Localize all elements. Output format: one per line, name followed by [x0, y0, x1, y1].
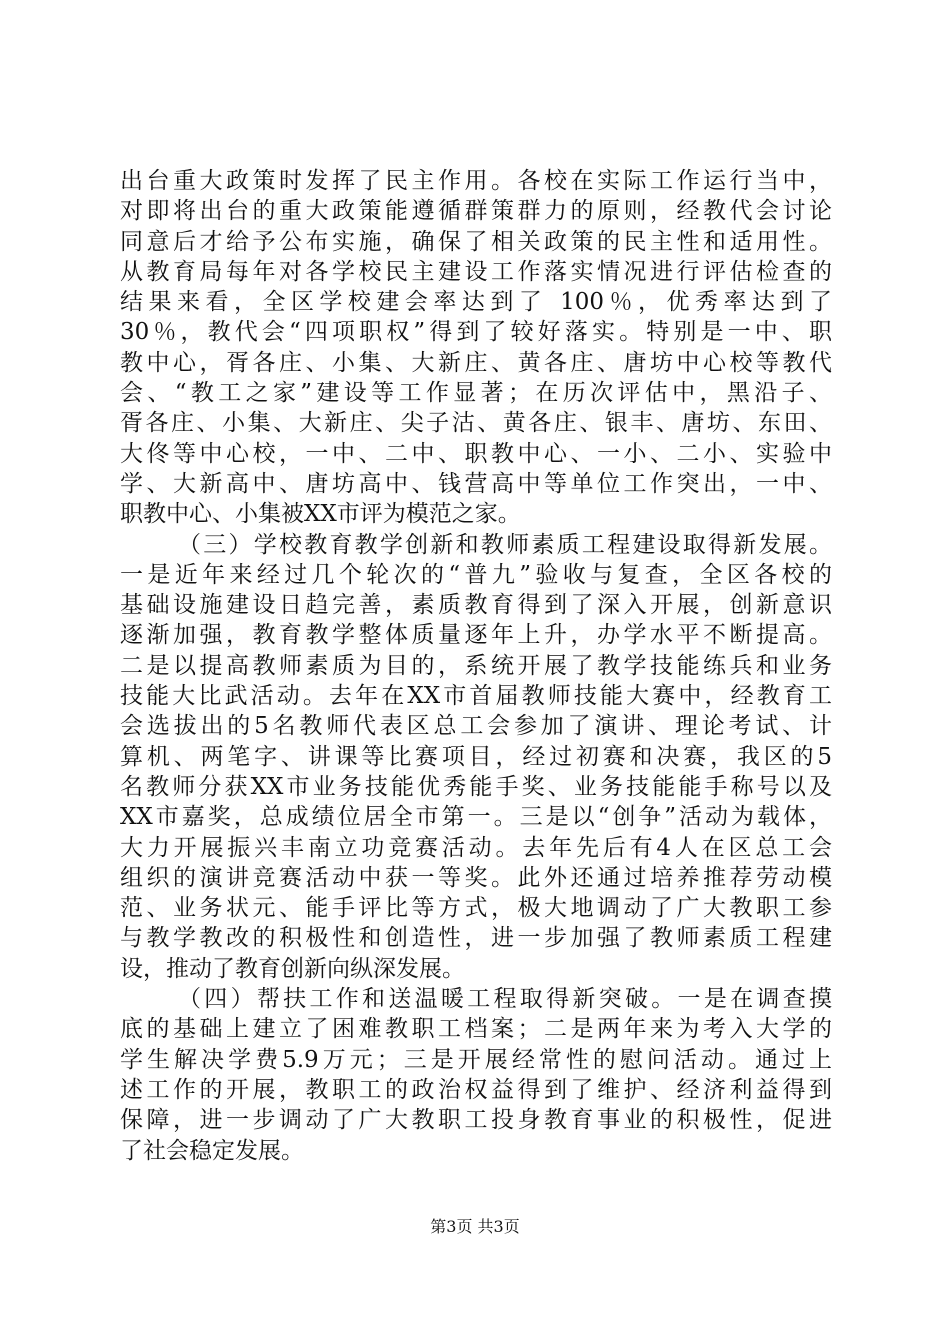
- text-line: 结果来看，全区学校建会率达到了 100％，优秀率达到了: [120, 289, 832, 316]
- text-line: 组织的演讲竞赛活动中获一等奖。此外还通过培养推荐劳动模: [120, 864, 832, 891]
- text-line: 30％，教代会“四项职权”得到了较好落实。特别是一中、职: [120, 319, 832, 346]
- text-line: XX市嘉奖，总成绩位居全市第一。三是以“创争”活动为载体，: [120, 804, 832, 831]
- text-line: 出台重大政策时发挥了民主作用。各校在实际工作运行当中，: [120, 168, 832, 194]
- text-line: 一是近年来经过几个轮次的“普九”验收与复查，全区各校的: [120, 561, 832, 588]
- text-line: 大力开展振兴丰南立功竞赛活动。去年先后有4人在区总工会: [120, 834, 832, 861]
- text-line: 述工作的开展，教职工的政治权益得到了维护、经济利益得到: [120, 1076, 832, 1103]
- text-line: 会选拔出的5名教师代表区总工会参加了演讲、理论考试、计: [120, 713, 832, 740]
- text-line: 会、“教工之家”建设等工作显著；在历次评估中，黑沿子、: [120, 380, 832, 407]
- text-line: 技能大比武活动。去年在XX市首届教师技能大赛中，经教育工: [120, 683, 832, 710]
- paragraph: [120, 530, 832, 984]
- text-line: 胥各庄、小集、大新庄、尖子沽、黄各庄、银丰、唐坊、东田、: [120, 410, 832, 437]
- document-body: [120, 166, 832, 1166]
- text-line: 保障，进一步调动了广大教职工投身教育事业的积极性，促进: [120, 1107, 832, 1134]
- paragraph: [120, 166, 832, 530]
- text-line: 设，推动了教育创新向纵深发展。: [120, 955, 465, 982]
- text-line: 逐渐加强，教育教学整体质量逐年上升，办学水平不断提高。: [120, 622, 832, 649]
- text-line: 对即将出台的重大政策能遵循群策群力的原则，经教代会讨论: [120, 198, 832, 225]
- text-line: （四）帮扶工作和送温暖工程取得新突破。一是在调查摸: [178, 986, 832, 1013]
- text-line: 基础设施建设日趋完善，素质教育得到了深入开展，创新意识: [120, 592, 832, 619]
- text-line: 算机、两笔字、讲课等比赛项目，经过初赛和决赛，我区的5: [120, 743, 832, 770]
- text-line: 底的基础上建立了困难教职工档案；二是两年来为考入大学的: [120, 1016, 832, 1043]
- text-line: 从教育局每年对各学校民主建设工作落实情况进行评估检查的: [120, 258, 832, 285]
- text-line: （三）学校教育教学创新和教师素质工程建设取得新发展。: [178, 531, 832, 558]
- text-line: 职教中心、小集被XX市评为模范之家。: [120, 501, 521, 528]
- text-line: 学、大新高中、唐坊高中、钱营高中等单位工作突出，一中、: [120, 470, 832, 497]
- text-line: 教中心，胥各庄、小集、大新庄、黄各庄、唐坊中心校等教代: [120, 349, 832, 376]
- text-line: 学生解决学费5.9万元；三是开展经常性的慰问活动。通过上: [120, 1046, 832, 1073]
- text-line: 与教学教改的积极性和创造性，进一步加强了教师素质工程建: [120, 925, 832, 952]
- text-line: 二是以提高教师素质为目的，系统开展了教学技能练兵和业务: [120, 652, 832, 679]
- text-line: 了社会稳定发展。: [120, 1137, 304, 1164]
- paragraph: [120, 984, 832, 1166]
- page-footer: 第3页 共3页: [430, 1217, 520, 1236]
- text-line: 范、业务状元、能手评比等方式，极大地调动了广大教职工参: [120, 895, 832, 922]
- text-line: 同意后才给予公布实施，确保了相关政策的民主性和适用性。: [120, 228, 832, 255]
- text-line: 名教师分获XX市业务技能优秀能手奖、业务技能能手称号以及: [120, 773, 832, 800]
- text-line: 大佟等中心校，一中、二中、职教中心、一小、二小、实验中: [120, 440, 832, 467]
